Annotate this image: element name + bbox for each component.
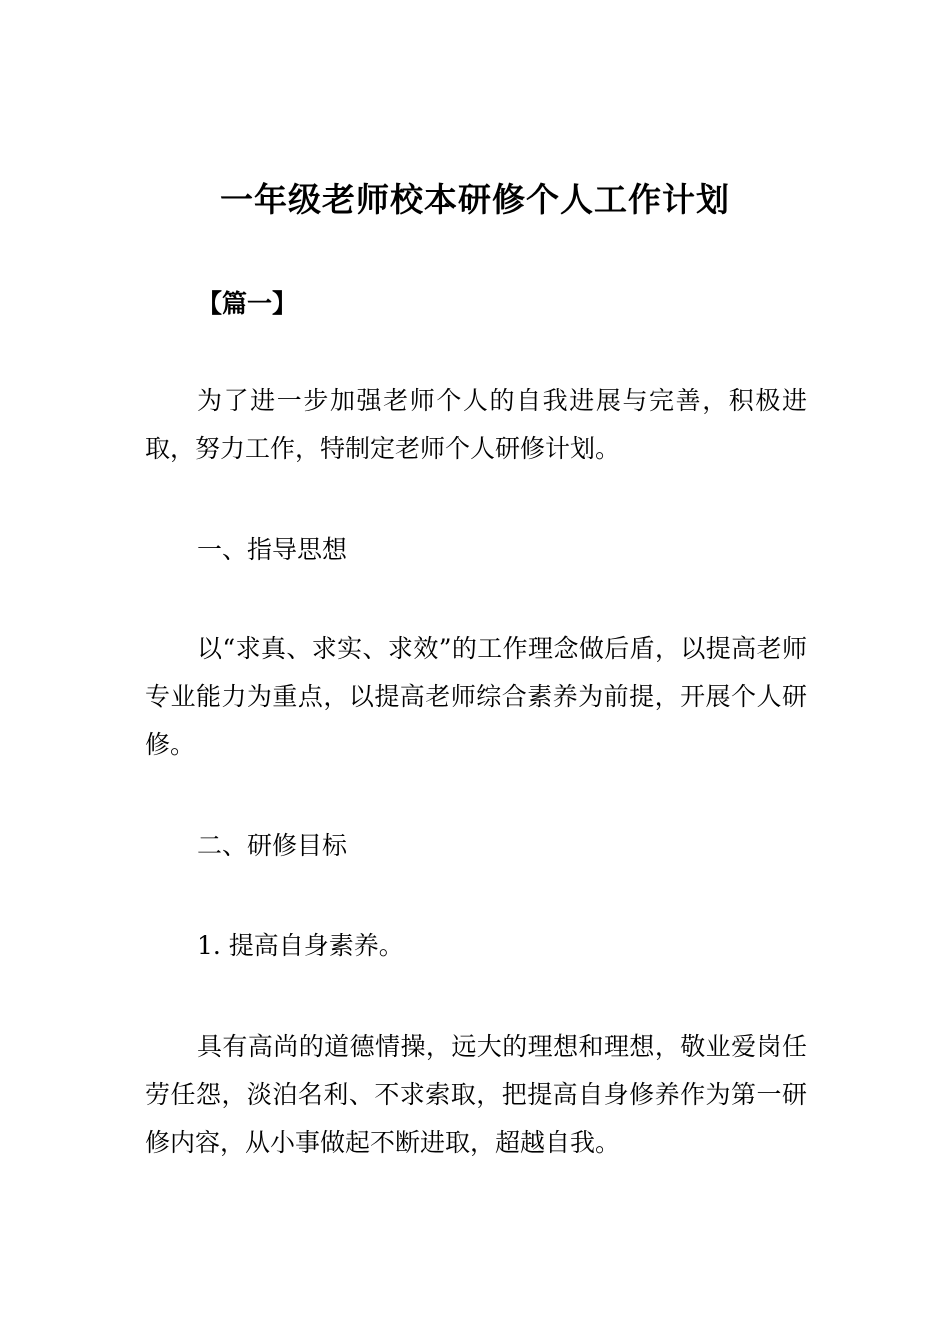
section-heading-guiding-thought: 一、指导思想 <box>197 535 348 564</box>
item-heading-self-quality: 1. 提高自身素养。 <box>197 931 404 960</box>
document-title: 一年级老师校本研修个人工作计划 <box>220 180 730 219</box>
intro-paragraph: 为了进一步加强老师个人的自我进展与完善，积极进取，努力工作，特制定老师个人研修计划。 <box>145 386 807 463</box>
guiding-thought-paragraph: 以“求真、求实、求效”的工作理念做后盾，以提高老师专业能力为重点，以提高老师综合素养为前提，开展个人研修。 <box>145 634 807 759</box>
self-quality-paragraph: 具有高尚的道德情操，远大的理想和理想，敬业爱岗任劳任怨，淡泊名利、不求索取，把提高自身修养作为第一研修内容，从小事做起不断进取，超越自我。 <box>145 1032 807 1157</box>
part-label: 【篇一】 <box>197 289 298 318</box>
section-heading-study-goals: 二、研修目标 <box>197 831 348 860</box>
